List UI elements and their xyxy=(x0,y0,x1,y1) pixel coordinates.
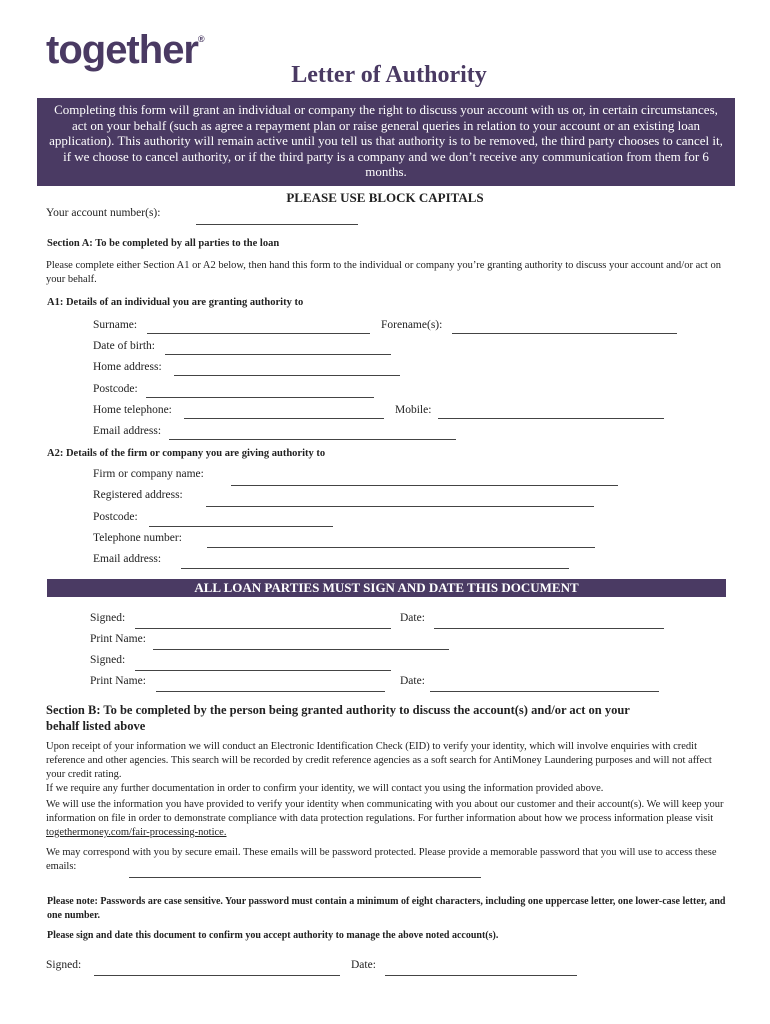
home-address-field[interactable] xyxy=(174,375,400,376)
firm-name-label: Firm or company name: xyxy=(93,468,204,480)
print-name-1-field[interactable] xyxy=(153,649,449,650)
firm-telephone-field[interactable] xyxy=(207,547,595,548)
signed-2-label: Signed: xyxy=(90,654,126,666)
firm-telephone-label: Telephone number: xyxy=(93,532,182,544)
mobile-label: Mobile: xyxy=(395,404,432,416)
final-signed-label: Signed: xyxy=(46,959,82,971)
firm-postcode-field[interactable] xyxy=(149,526,333,527)
confirm-instruction: Please sign and date this document to confirm you accept authority to manage the above noted account(s). xyxy=(47,930,499,941)
registered-address-field[interactable] xyxy=(206,506,594,507)
account-number-label: Your account number(s): xyxy=(46,207,161,219)
sign-date-banner: ALL LOAN PARTIES MUST SIGN AND DATE THIS DOCUMENT xyxy=(47,579,726,597)
section-b-email-paragraph: We may correspond with you by secure email. These emails will be password protected. Please provide a memorable password that you will use to access these emails: xyxy=(46,847,717,872)
home-address-label: Home address: xyxy=(93,361,162,373)
final-date-label: Date: xyxy=(351,959,376,971)
a2-heading: A2: Details of the firm or company you are giving authority to xyxy=(47,448,326,459)
a1-heading: A1: Details of an individual you are granting authority to xyxy=(47,297,304,308)
memorable-password-field[interactable] xyxy=(129,877,481,878)
surname-field[interactable] xyxy=(147,333,370,334)
signed-1-field[interactable] xyxy=(135,628,391,629)
page-title: Letter of Authority xyxy=(291,62,487,88)
dob-label: Date of birth: xyxy=(93,340,155,352)
registered-address-label: Registered address: xyxy=(93,489,183,501)
dob-field[interactable] xyxy=(165,354,391,355)
date-2-field[interactable] xyxy=(430,691,659,692)
firm-name-field[interactable] xyxy=(231,485,618,486)
privacy-text: We will use the information you have provided to verify your identity when communicating with you about our customer and their account(s). We will keep your information on file in order to demonstrate compliance with data protection regulations. For further information about how we process information please visit xyxy=(46,799,724,824)
section-a-intro: Please complete either Section A1 or A2 below, then hand this form to the individual or company you’re granting authority to discuss your account and/or act on your behalf. xyxy=(46,260,721,285)
section-b-heading-line1: Section B: To be completed by the person being granted authority to discuss the account(s) and/or act on your xyxy=(46,703,630,717)
firm-postcode-label: Postcode: xyxy=(93,511,138,523)
surname-label: Surname: xyxy=(93,319,138,331)
section-b-documentation-paragraph: If we require any further documentation in order to confirm your identity, we will contact you using the information provided above. xyxy=(46,783,604,794)
print-name-2-label: Print Name: xyxy=(90,675,146,687)
forenames-field[interactable] xyxy=(452,333,677,334)
date-2-label: Date: xyxy=(400,675,425,687)
date-1-field[interactable] xyxy=(434,628,664,629)
section-b-eid-paragraph: Upon receipt of your information we will conduct an Electronic Identification Check (EID) to verify your identity, which will involve enquiries with credit reference and other agencies. This search will be recorded by credit reference agencies as a soft search for AntiMoney Laundering purposes and will not affect your credit rating. xyxy=(46,741,712,780)
section-b-privacy-paragraph xyxy=(46,798,726,840)
final-signed-field[interactable] xyxy=(94,975,340,976)
home-telephone-field[interactable] xyxy=(184,418,384,419)
final-date-field[interactable] xyxy=(385,975,577,976)
signed-2-field[interactable] xyxy=(135,670,391,671)
email-label: Email address: xyxy=(93,425,162,437)
print-name-1-label: Print Name: xyxy=(90,633,146,645)
fair-processing-link[interactable]: togethermoney.com/fair-processing-notice. xyxy=(46,827,227,838)
forenames-label: Forename(s): xyxy=(381,319,443,331)
date-1-label: Date: xyxy=(400,612,425,624)
firm-email-field[interactable] xyxy=(181,568,569,569)
block-capitals-notice: PLEASE USE BLOCK CAPITALS xyxy=(286,190,484,205)
signed-1-label: Signed: xyxy=(90,612,126,624)
mobile-field[interactable] xyxy=(438,418,664,419)
section-a-heading: Section A: To be completed by all parties to the loan xyxy=(47,238,280,249)
home-telephone-label: Home telephone: xyxy=(93,404,172,416)
print-name-2-field[interactable] xyxy=(156,691,385,692)
postcode-label: Postcode: xyxy=(93,383,138,395)
password-note: Please note: Passwords are case sensitive. Your password must contain a minimum of eight characters, including one uppercase letter, one lower-case letter, and one number. xyxy=(47,896,726,921)
postcode-field[interactable] xyxy=(146,397,374,398)
account-number-field[interactable] xyxy=(196,224,358,225)
intro-banner: Completing this form will grant an individual or company the right to discuss your account with us or, in certain circumstances, act on your behalf (such as agree a repayment plan or raise general queries in relation to your account or an existing loan application). This authority will remain active until you tell us that authority is to be removed, the third party chooses to cancel it, if we choose to cancel authority, or if the third party is a company and we don’t receive any communication from them for 6 months. xyxy=(37,98,735,186)
together-logo: together® xyxy=(46,28,204,72)
firm-email-label: Email address: xyxy=(93,553,162,565)
section-b-heading-line2: behalf listed above xyxy=(46,719,146,733)
email-field[interactable] xyxy=(169,439,456,440)
